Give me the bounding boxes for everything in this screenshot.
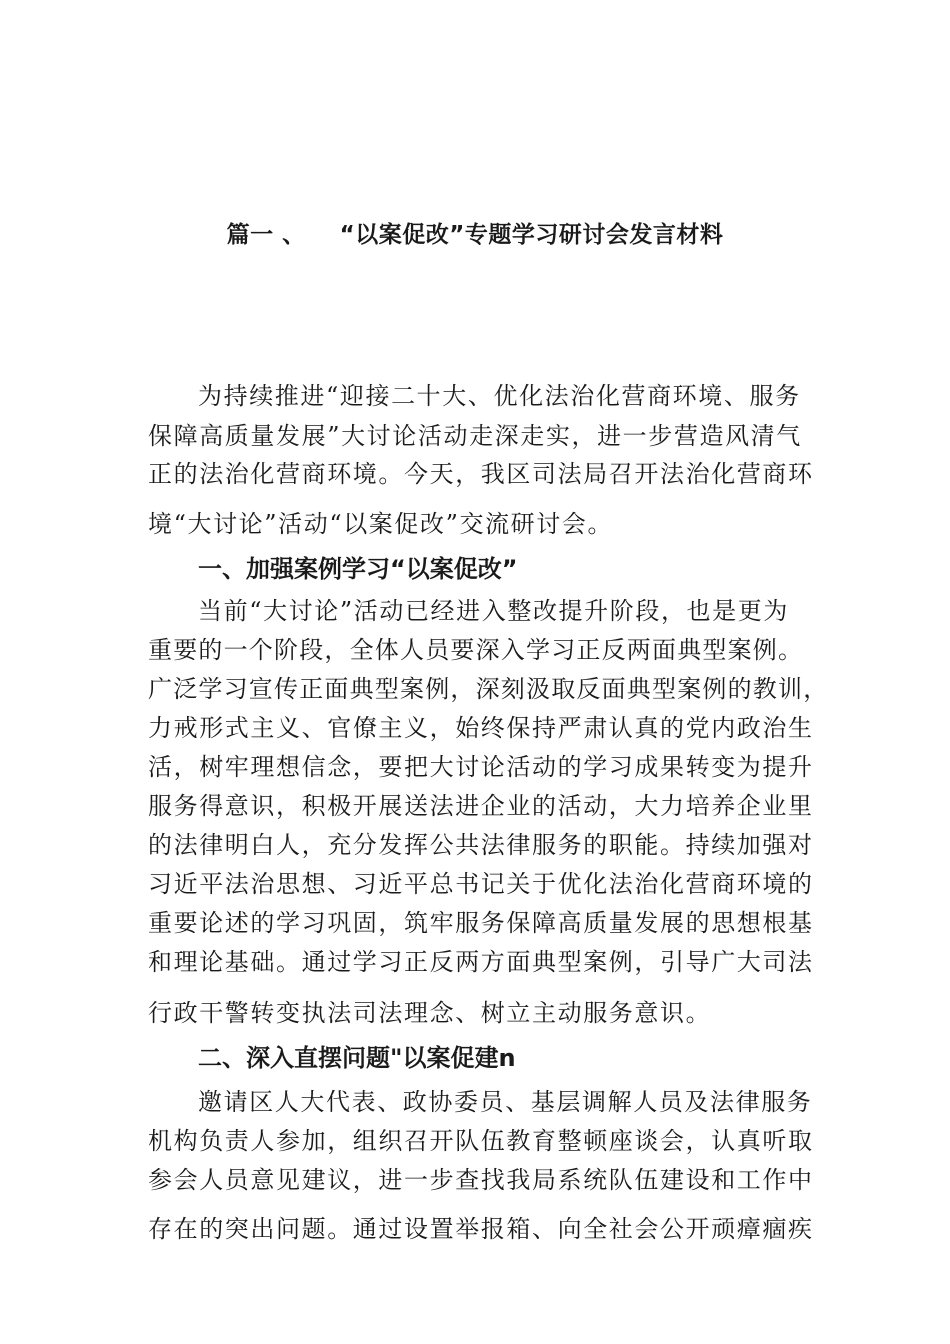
paragraph-line: 保障高质量发展”大讨论活动走深走实，进一步营造风清气 <box>148 422 802 450</box>
paragraph-line: 服务得意识，积极开展送法进企业的活动，大力培养企业里 <box>148 792 814 820</box>
paragraph-line: 的法律明白人，充分发挥公共法律服务的职能。持续加强对 <box>148 831 814 859</box>
section-heading-1: 一、加强案例学习“以案促改” <box>198 555 518 583</box>
paragraph-line: 为持续推进“迎接二十大、优化法治化营商环境、服务 <box>198 382 801 410</box>
document-title: 篇一 、 “以案促改”专题学习研讨会发言材料 <box>226 222 724 248</box>
paragraph-line: 邀请区人大代表、政协委员、基层调解人员及法律服务 <box>198 1088 813 1116</box>
paragraph-line: 广泛学习宣传正面典型案例，深刻汲取反面典型案例的教训， <box>148 675 829 703</box>
paragraph-line: 和理论基础。通过学习正反两方面典型案例，引导广大司法 <box>148 948 814 976</box>
section-heading-2: 二、深入直摆问题"以案促建n <box>198 1044 516 1072</box>
paragraph-line: 机构负责人参加，组织召开队伍教育整顿座谈会，认真听取 <box>148 1127 814 1155</box>
paragraph-line: 存在的突出问题。通过设置举报箱、向全社会公开顽瘴痼疾 <box>148 1215 814 1243</box>
paragraph-line: 力戒形式主义、官僚主义，始终保持严肃认真的党内政治生 <box>148 714 814 742</box>
paragraph-line: 境“大讨论”活动“以案促改”交流研讨会。 <box>148 510 614 538</box>
paragraph-line: 正的法治化营商环境。今天，我区司法局召开法治化营商环 <box>148 460 814 488</box>
paragraph-line: 行政干警转变执法司法理念、树立主动服务意识。 <box>148 999 712 1027</box>
paragraph-line: 当前“大讨论”活动已经进入整改提升阶段，也是更为 <box>198 597 789 625</box>
paragraph-line: 习近平法治思想、习近平总书记关于优化法治化营商环境的 <box>148 870 814 898</box>
paragraph-line: 重要论述的学习巩固，筑牢服务保障高质量发展的思想根基 <box>148 909 814 937</box>
paragraph-line: 参会人员意见建议，进一步查找我局系统队伍建设和工作中 <box>148 1166 814 1194</box>
paragraph-line: 重要的一个阶段，全体人员要深入学习正反两面典型案例。 <box>148 636 804 664</box>
paragraph-line: 活，树牢理想信念，要把大讨论活动的学习成果转变为提升 <box>148 753 814 781</box>
